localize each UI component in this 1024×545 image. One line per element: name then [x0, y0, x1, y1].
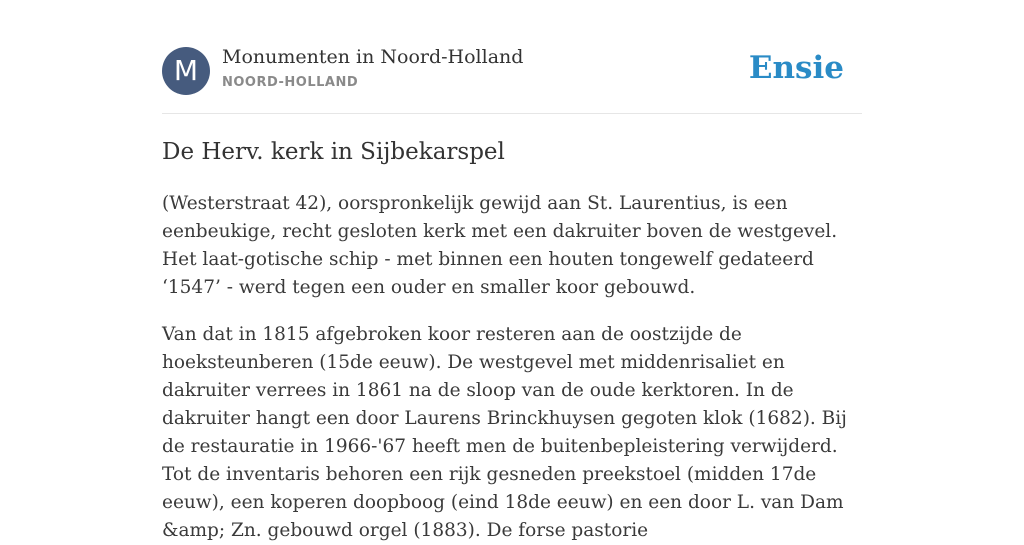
page: [162, 0, 862, 545]
article-paragraph-2: Van dat in 1815 afgebroken koor resteren aan de oostzijde de hoeksteunberen (15de eeuw). De westgevel met middenrisaliet en dakruiter verrees in 1861 na de sloop van de oude kerktoren. In de dakruiter hangt een door Laurens Brinckhuysen gegoten klok (1682). Bij de restauratie in 1966-'67 heeft men de buitenbepleistering verwijderd. Tot de inventaris behoren een rijk gesneden preekstoel (midden 17de eeuw), een koperen doopboog (eind 18de eeuw) en een door L. van Dam &amp; Zn. gebouwd orgel (1883). De forse pastorie: [162, 324, 847, 541]
source-avatar[interactable]: M: [162, 47, 210, 95]
article-title: De Herv. kerk in Sijbekarspel: [162, 139, 505, 165]
ensie-logo[interactable]: Ensie: [748, 50, 844, 86]
header: [162, 0, 862, 114]
article-paragraph-1: (Westerstraat 42), oorspronkelijk gewijd aan St. Laurentius, is een eenbeukige, recht gesloten kerk met een dakruiter boven de westgevel. Het laat-gotische schip - met binnen een houten tongewelf gedateerd ‘1547’ - werd tegen een ouder en smaller koor gebouwd.: [162, 193, 838, 298]
source-subtitle[interactable]: NOORD-HOLLAND: [222, 75, 359, 90]
source-title[interactable]: Monumenten in Noord-Holland: [222, 46, 524, 68]
